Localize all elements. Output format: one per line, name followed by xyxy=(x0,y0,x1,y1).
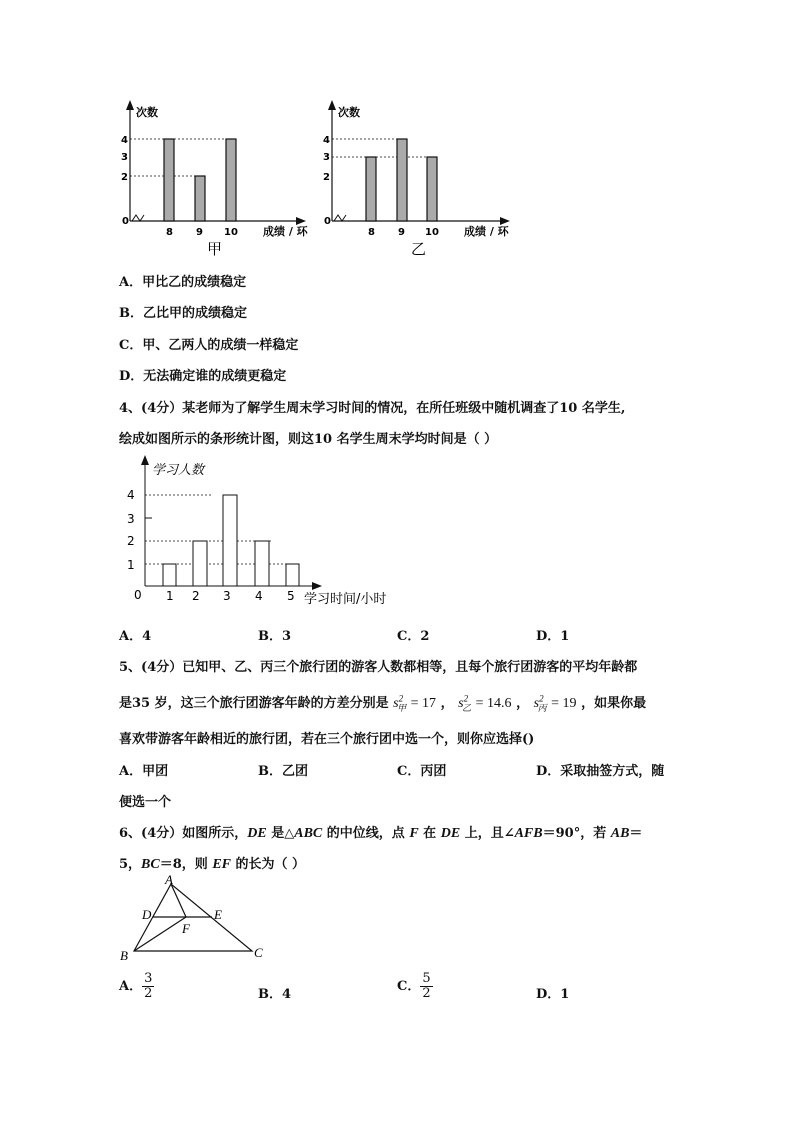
variance-jia: $s^2_甲$ xyxy=(393,693,407,713)
chart-study-cat-1: 1 xyxy=(166,589,174,603)
q6-option-a-prefix: A． xyxy=(119,979,143,994)
q6-option-c xyxy=(397,972,433,1001)
q4-option-c: C．2 xyxy=(397,629,430,644)
chart-yi-cat-8: 8 xyxy=(368,227,375,238)
variance-jia-value: = 17 xyxy=(410,696,437,711)
chart-study-tick-1: 1 xyxy=(127,558,135,572)
q4-stem-line2: 绘成如图所示的条形统计图，则这10 名学生周末学均时间是（ ） xyxy=(119,432,498,447)
label-f: F xyxy=(182,921,190,936)
q6-option-b: B．4 xyxy=(258,987,292,1002)
q5-stem-line3: 喜欢带游客年龄相近的旅行团，若在三个旅行团中选一个，则你应选择() xyxy=(119,732,535,747)
chart-study-time xyxy=(126,455,406,613)
q6-seg-ef: EF xyxy=(212,857,231,872)
q5-stem-line1: 5、(4分）已知甲、乙、丙三个旅行团的游客人数都相等，且每个旅行团游客的平均年龄都 xyxy=(119,660,638,675)
q4-option-d: D．1 xyxy=(536,629,570,644)
q3-option-d: D．无法确定谁的成绩更稳定 xyxy=(119,369,287,384)
fraction-3-2-num: 3 xyxy=(144,971,153,986)
chart-study-cat-5: 5 xyxy=(287,589,295,603)
q6-text-2c: ＝8，则 xyxy=(159,857,213,872)
chart-study-ylabel: 学习人数 xyxy=(152,463,205,478)
triangle-figure xyxy=(116,872,276,964)
chart-jia-caption: 甲 xyxy=(207,240,223,258)
q5-stem-line2-post: ，如果你最 xyxy=(581,696,647,711)
q6-seg-de: DE xyxy=(247,826,267,841)
chart-yi-tick-3: 3 xyxy=(323,152,330,163)
q5-option-d: D．采取抽签方式，随 xyxy=(536,764,665,779)
q5-comma-1: ， xyxy=(440,696,454,711)
chart-study-cat-3: 3 xyxy=(223,589,231,603)
q6-text-k: ＝90°，若 xyxy=(542,826,611,841)
chart-jia-tick-2: 2 xyxy=(121,172,128,183)
q6-text-2a: 5， xyxy=(119,857,142,872)
q3-option-c: C．甲、乙两人的成绩一样稳定 xyxy=(119,338,299,353)
variance-bing-value: = 19 xyxy=(551,696,577,711)
q5-option-a: A．甲团 xyxy=(119,764,169,779)
chart-study-bar-5 xyxy=(286,564,299,586)
chart-jia-bar-9 xyxy=(195,176,205,221)
label-a: A xyxy=(165,872,173,887)
q6-option-a xyxy=(119,972,154,1001)
fraction-5-2 xyxy=(420,972,432,1001)
chart-jia-ylabel: 次数 xyxy=(136,106,158,119)
chart-study-tick-2: 2 xyxy=(127,534,135,548)
q5-stem-line2 xyxy=(119,692,646,714)
fraction-3-2 xyxy=(142,972,154,1001)
chart-yi-tick-2: 2 xyxy=(323,172,330,183)
chart-study-bar-4 xyxy=(255,541,269,586)
fraction-5-2-num: 5 xyxy=(422,971,431,986)
q6-option-d: D．1 xyxy=(536,987,570,1002)
chart-yi-bar-9 xyxy=(397,139,407,221)
chart-jia-cat-9: 9 xyxy=(196,227,203,238)
q6-seg-ab: AB xyxy=(610,826,630,841)
chart-yi-tick-4: 4 xyxy=(323,135,330,146)
chart-yi-bar-8 xyxy=(366,157,376,221)
q6-stem-line1 xyxy=(119,822,642,842)
chart-yi xyxy=(312,98,522,258)
chart-yi-cat-9: 9 xyxy=(398,227,405,238)
q4-option-a: A．4 xyxy=(119,629,152,644)
chart-study-cat-2: 2 xyxy=(192,589,200,603)
chart-yi-cat-10: 10 xyxy=(425,227,439,238)
chart-jia xyxy=(110,98,310,258)
q6-option-c-prefix: C． xyxy=(397,979,421,994)
q6-point-f: F xyxy=(409,826,419,841)
q6-text-a: 6、(4分）如图所示， xyxy=(119,826,248,841)
chart-study-bar-3 xyxy=(223,495,237,586)
q5-option-b: B．乙团 xyxy=(258,764,308,779)
chart-study-bar-2 xyxy=(193,541,207,586)
chart-study-origin: 0 xyxy=(134,588,142,602)
variance-bing: $s^2_丙$ xyxy=(533,693,547,713)
q6-text-c: 是△ xyxy=(266,826,295,841)
chart-study-xlabel: 学习时间/小时 xyxy=(304,592,387,607)
q6-text-e: 的中位线，点 xyxy=(322,826,410,841)
q5-option-c: C．丙团 xyxy=(397,764,447,779)
q6-text-m: ＝ xyxy=(629,826,643,841)
chart-jia-cat-8: 8 xyxy=(166,227,173,238)
q6-text-2e: 的长为（ ） xyxy=(231,857,306,872)
q6-seg-bc: BC xyxy=(141,857,160,872)
chart-jia-bar-10 xyxy=(226,139,236,221)
q5-comma-2: ， xyxy=(516,696,530,711)
variance-yi-value: = 14.6 xyxy=(475,696,512,711)
chart-study-tick-4: 4 xyxy=(127,488,135,502)
chart-yi-ylabel: 次数 xyxy=(338,106,360,119)
q6-stem-line2 xyxy=(119,853,305,873)
q4-stem-line1: 4、(4分）某老师为了解学生周末学习时间的情况，在所任班级中随机调查了10 名学生, xyxy=(119,401,626,416)
q6-text-g: 在 xyxy=(418,826,441,841)
q3-option-a: A．甲比乙的成绩稳定 xyxy=(119,275,247,290)
label-b: B xyxy=(120,948,128,963)
label-c: C xyxy=(254,945,263,960)
chart-study-cat-4: 4 xyxy=(255,589,263,603)
q4-option-b: B．3 xyxy=(258,629,292,644)
chart-jia-cat-10: 10 xyxy=(224,227,238,238)
q6-text-i: 上，且∠ xyxy=(460,826,515,841)
q6-seg-de-2: DE xyxy=(440,826,461,841)
q6-angle-afb: AFB xyxy=(514,826,543,841)
q5-option-d-cont: 便选一个 xyxy=(119,795,172,810)
fraction-5-2-den: 2 xyxy=(422,986,431,1001)
chart-yi-caption: 乙 xyxy=(411,240,427,258)
chart-yi-tick-0: 0 xyxy=(324,216,331,227)
variance-yi: $s^2_乙$ xyxy=(458,693,472,713)
chart-jia-tick-4: 4 xyxy=(121,135,128,146)
chart-jia-bar-8 xyxy=(164,139,174,221)
chart-jia-tick-0: 0 xyxy=(122,216,129,227)
q3-option-b: B．乙比甲的成绩稳定 xyxy=(119,306,247,321)
chart-yi-xlabel: 成绩 / 环 xyxy=(464,225,509,238)
q6-triangle-abc: ABC xyxy=(294,826,323,841)
fraction-3-2-den: 2 xyxy=(144,986,153,1001)
label-d: D xyxy=(142,907,152,922)
chart-study-tick-3: 3 xyxy=(127,512,135,526)
chart-yi-bar-10 xyxy=(427,157,437,221)
label-e: E xyxy=(214,907,222,922)
q5-stem-line2-pre: 是35 岁，这三个旅行团游客年龄的方差分别是 xyxy=(119,696,389,711)
chart-study-bar-1 xyxy=(163,564,176,586)
chart-jia-xlabel: 成绩 / 环 xyxy=(263,225,308,238)
chart-jia-tick-3: 3 xyxy=(121,152,128,163)
